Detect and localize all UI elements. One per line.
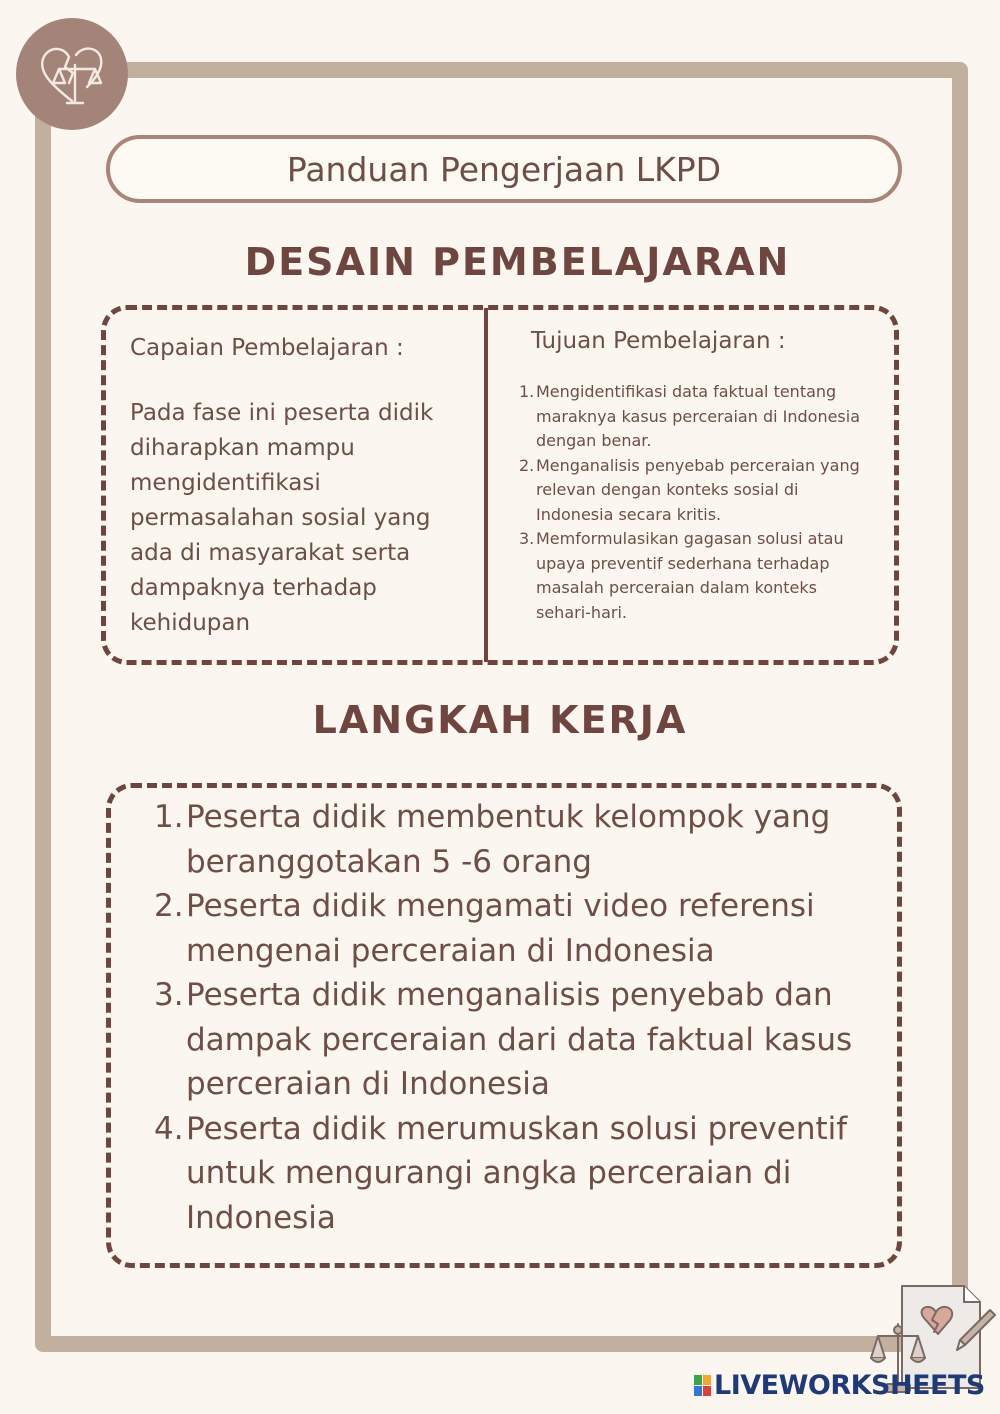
- tujuan-item-number: 2.: [519, 455, 535, 475]
- tujuan-item: [512, 527, 872, 625]
- step-text: Peserta didik merumuskan solusi preventif untuk mengurangi angka perceraian di Indonesia: [186, 1110, 848, 1236]
- tujuan-item: [512, 454, 872, 528]
- step-text: Peserta didik mengamati video referensi mengenai perceraian di Indonesia: [186, 888, 815, 969]
- tujuan-item-number: 3.: [519, 529, 535, 548]
- step-item: [150, 1107, 880, 1241]
- design-divider: [484, 308, 488, 662]
- step-item: [150, 884, 880, 973]
- step-number: 3.: [154, 977, 184, 1013]
- step-text: Peserta didik menganalisis penyebab dan dampak perceraian dari data faktual kasus perceraian di Indonesia: [186, 977, 853, 1102]
- liveworksheets-logo: [694, 1370, 985, 1401]
- step-text: Peserta didik membentuk kelompok yang beranggotakan 5 -6 orang: [186, 799, 831, 880]
- step-item: [150, 795, 880, 884]
- step-number: 1.: [154, 799, 184, 835]
- step-number: 4.: [154, 1110, 184, 1147]
- design-section-title: DESAIN PEMBELAJARAN: [244, 240, 791, 284]
- step-item: [150, 973, 880, 1107]
- tujuan-item: [512, 380, 872, 454]
- capaian-heading: Capaian Pembelajaran :: [130, 335, 404, 361]
- liveworksheets-brand: LIVEWORKSHEETS: [714, 1370, 985, 1401]
- steps-section-title: LANGKAH KERJA: [312, 698, 688, 742]
- capaian-text: Pada fase ini peserta didik diharapkan mampu mengidentifikasi permasalahan sosial yang ada di masyarakat serta dampaknya terhadap kehidupan: [130, 400, 434, 636]
- corner-badge: [16, 18, 128, 130]
- steps-list: [150, 795, 880, 1240]
- broken-heart-scales-icon: [29, 31, 115, 117]
- step-number: 2.: [154, 888, 184, 924]
- tujuan-heading: Tujuan Pembelajaran :: [531, 328, 786, 354]
- tujuan-item-text: Menganalisis penyebab perceraian yang relevan dengan konteks sosial di Indonesia secara kritis.: [536, 455, 860, 524]
- tujuan-item-text: Memformulasikan gagasan solusi atau upaya preventif sederhana terhadap masalah perceraian dalam konteks sehari-hari.: [536, 529, 844, 622]
- liveworksheets-logo-icon: [694, 1375, 711, 1396]
- tujuan-item-number: 1.: [519, 382, 535, 401]
- tujuan-list: [512, 380, 872, 625]
- tujuan-item-text: Mengidentifikasi data faktual tentang maraknya kasus perceraian di Indonesia dengan benar.: [536, 382, 861, 450]
- guide-title: Panduan Pengerjaan LKPD: [106, 135, 902, 203]
